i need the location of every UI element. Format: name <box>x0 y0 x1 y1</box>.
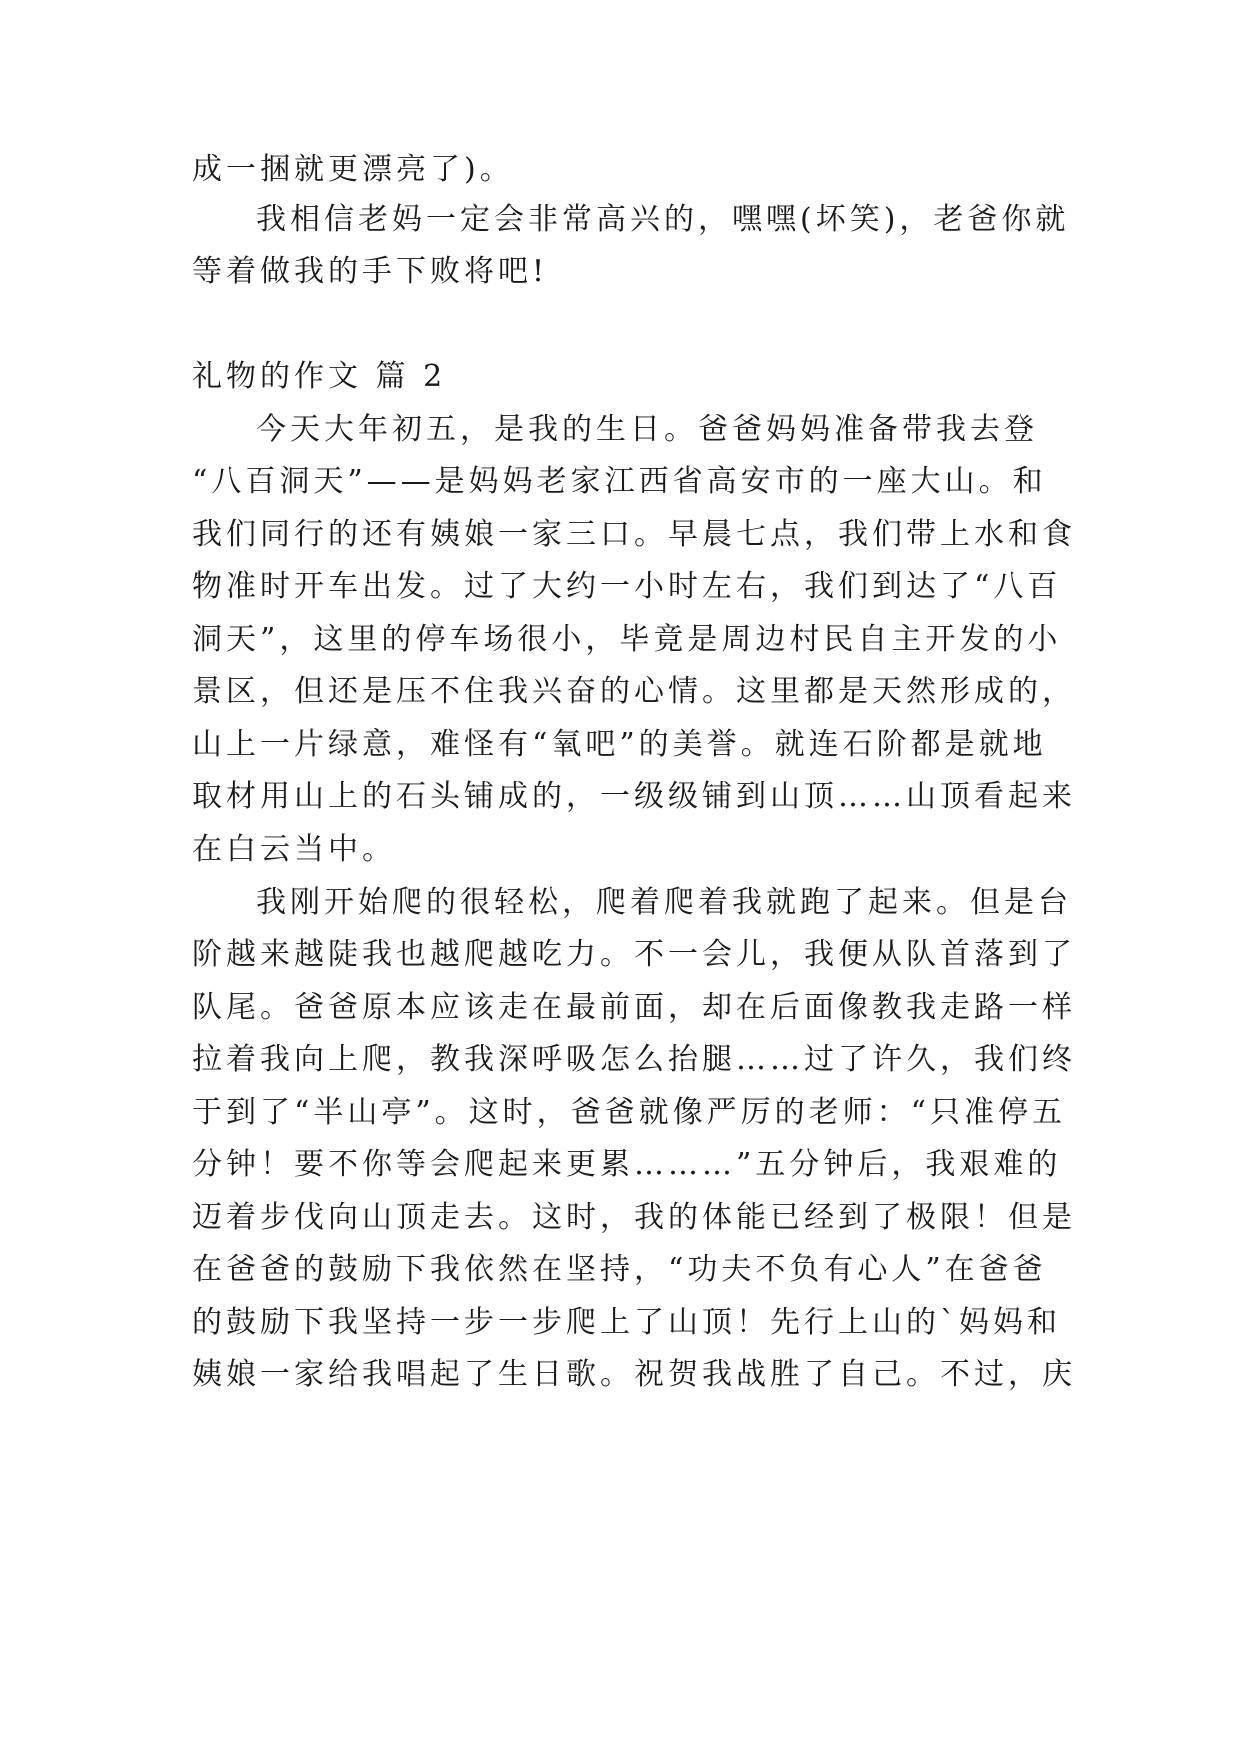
section-heading: 礼物的作文 篇 2 <box>192 359 447 394</box>
text-line: 等着做我的手下败将吧! <box>192 254 549 289</box>
text-line: 分钟！要不你等会爬起来更累………”五分钟后，我艰难的 <box>192 1147 1062 1182</box>
text-line: 物准时开车出发。过了大约一小时左右，我们到达了“八百 <box>192 569 1062 604</box>
text-line: 迈着步伐向山顶走去。这时，我的体能已经到了极限！但是 <box>192 1200 1076 1235</box>
text-line: “八百洞天”——是妈妈老家江西省高安市的一座大山。和 <box>192 464 1047 499</box>
text-line: 我刚开始爬的很轻松，爬着爬着我就跑了起来。但是台 <box>256 885 1072 920</box>
text-line: 我相信老妈一定会非常高兴的，嘿嘿(坏笑)，老爸你就 <box>256 202 1070 237</box>
text-line: 姨娘一家给我唱起了生日歌。祝贺我战胜了自己。不过，庆 <box>192 1357 1076 1392</box>
text-line: 景区，但还是压不住我兴奋的心情。这里都是天然形成的， <box>192 674 1076 709</box>
text-line: 队尾。爸爸原本应该走在最前面，却在后面像教我走路一样 <box>192 990 1076 1025</box>
text-line: 拉着我向上爬，教我深呼吸怎么抬腿……过了许久，我们终 <box>192 1042 1076 1077</box>
text-line: 在爸爸的鼓励下我依然在坚持，“功夫不负有心人”在爸爸 <box>192 1252 1047 1287</box>
text-line: 我们同行的还有姨娘一家三口。早晨七点，我们带上水和食 <box>192 517 1076 552</box>
text-line: 于到了“半山亭”。这时，爸爸就像严厉的老师：“只准停五 <box>192 1095 1067 1130</box>
text-line: 在白云当中。 <box>192 832 396 867</box>
text-line: 阶越来越陡我也越爬越吃力。不一会儿，我便从队首落到了 <box>192 937 1076 972</box>
text-line: 成一捆就更漂亮了)。 <box>192 152 514 187</box>
text-line: 山上一片绿意，难怪有“氧吧”的美誉。就连石阶都是就地 <box>192 727 1047 762</box>
text-line: 洞天”，这里的停车场很小，毕竟是周边村民自主开发的小 <box>192 622 1062 657</box>
text-line: 的鼓励下我坚持一步一步爬上了山顶！先行上山的`妈妈和 <box>192 1305 1061 1340</box>
text-line: 今天大年初五，是我的生日。爸爸妈妈准备带我去登 <box>256 412 1038 447</box>
text-line: 取材用山上的石头铺成的，一级级铺到山顶……山顶看起来 <box>192 779 1076 814</box>
